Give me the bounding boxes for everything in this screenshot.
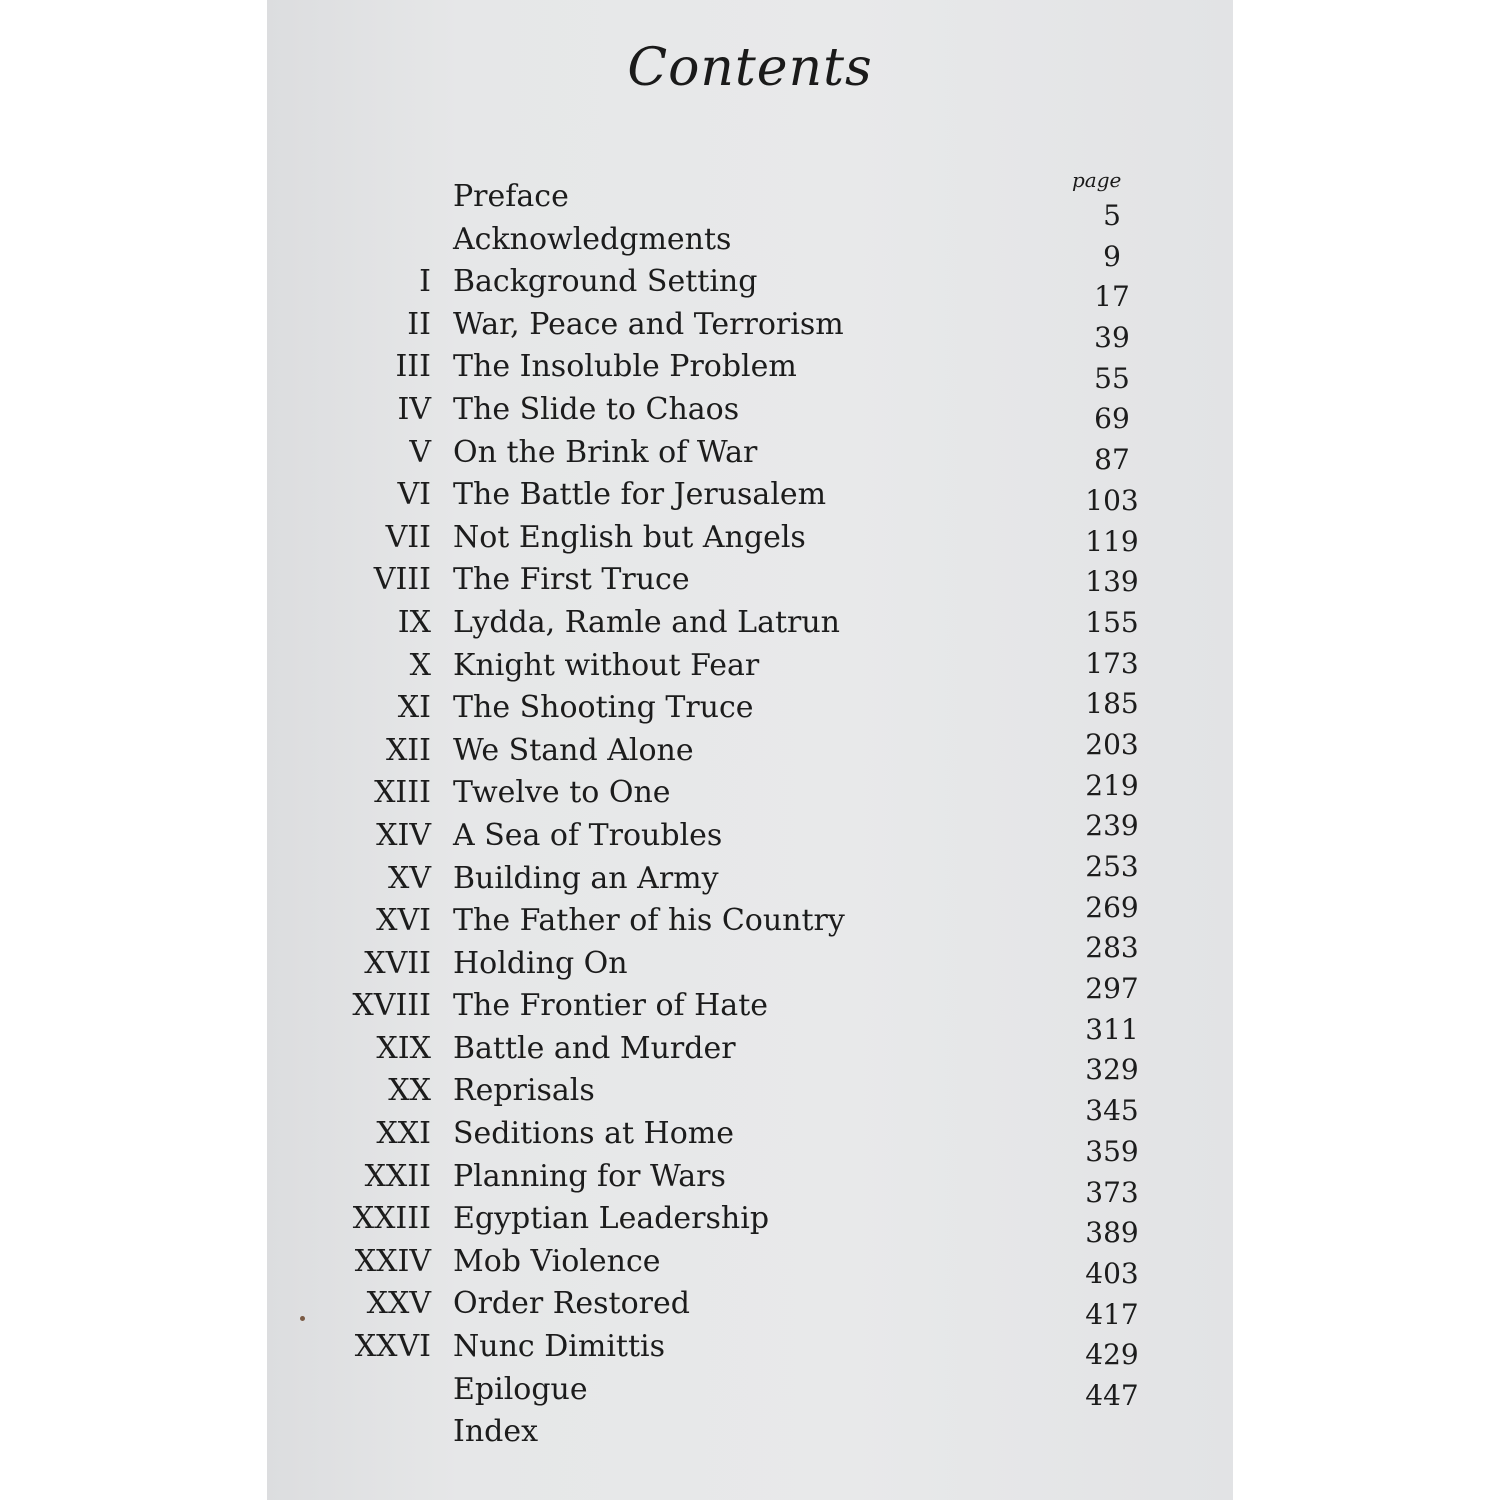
chapter-title: Egyptian Leadership (453, 1201, 770, 1237)
chapter-number: VIII (373, 562, 431, 598)
page-number: 283 (1085, 931, 1139, 965)
chapter-title: On the Brink of War (453, 434, 758, 470)
chapter-number: XIV (376, 817, 431, 853)
chapter-title: Battle and Murder (453, 1030, 736, 1066)
page-number: 429 (1085, 1338, 1139, 1372)
chapter-title: Background Setting (453, 264, 758, 300)
chapter-number: III (395, 349, 431, 385)
chapter-title: Epilogue (453, 1371, 588, 1407)
chapter-title: Index (453, 1414, 539, 1450)
chapter-number: XXII (364, 1158, 431, 1194)
chapter-title: The Insoluble Problem (453, 349, 797, 385)
page-number: 139 (1085, 565, 1139, 599)
page-number: 55 (1094, 361, 1130, 395)
chapter-title: Preface (453, 179, 569, 214)
chapter-title: The First Truce (453, 562, 690, 598)
page-number: 253 (1085, 850, 1139, 883)
page-number: 389 (1085, 1216, 1139, 1250)
chapter-title: Order Restored (453, 1286, 690, 1322)
chapter-title: The Frontier of Hate (453, 988, 768, 1024)
chapter-number: VII (385, 519, 431, 555)
page-number: 297 (1085, 972, 1139, 1006)
chapter-number: XXVI (354, 1329, 431, 1365)
page-number: 69 (1094, 402, 1130, 436)
page-number-column (1067, 196, 1157, 1417)
chapter-title: Reprisals (453, 1073, 595, 1109)
chapter-title: Knight without Fear (453, 647, 760, 683)
chapter-number: IV (397, 391, 431, 427)
chapter-number: XXIII (352, 1201, 431, 1237)
paper-speck (300, 1316, 305, 1321)
chapter-title: Nunc Dimittis (453, 1329, 666, 1365)
chapter-number: XI (397, 690, 431, 726)
chapter-number: XII (385, 732, 431, 768)
page-number: 345 (1085, 1094, 1139, 1128)
page-number: 155 (1085, 605, 1139, 639)
chapter-title: Building an Army (453, 860, 719, 896)
chapter-title: Lydda, Ramle and Latrun (453, 604, 840, 640)
page-number: 103 (1085, 483, 1139, 517)
page-number: 359 (1085, 1134, 1139, 1168)
page-number: 417 (1085, 1297, 1139, 1331)
page-number: 219 (1085, 768, 1139, 802)
chapter-title: A Sea of Troubles (453, 817, 723, 853)
chapter-number: XV (387, 860, 431, 896)
page-number: 329 (1085, 1053, 1139, 1087)
chapter-title: Not English but Angels (453, 519, 806, 555)
chapter-title: Acknowledgments (453, 221, 732, 257)
chapter-title: The Shooting Truce (453, 690, 754, 726)
chapter-title: Planning for Wars (453, 1158, 726, 1194)
page-number: 373 (1085, 1175, 1139, 1209)
page-number: 9 (1103, 239, 1121, 273)
page-number: 311 (1085, 1012, 1139, 1046)
chapter-number: XXI (376, 1116, 431, 1152)
chapter-number: XXIV (354, 1243, 431, 1279)
page-number: 119 (1085, 524, 1139, 558)
page-number: 447 (1085, 1378, 1139, 1412)
chapter-title: Mob Violence (453, 1243, 661, 1279)
page-number: 5 (1103, 199, 1121, 232)
chapter-title: The Slide to Chaos (453, 391, 740, 427)
chapter-number: XX (388, 1073, 431, 1109)
page-number: 269 (1085, 890, 1139, 924)
page-number: 203 (1085, 727, 1139, 761)
chapter-number: V (409, 434, 431, 470)
book-page (267, 0, 1233, 1500)
page-number: 239 (1085, 809, 1139, 843)
chapter-title: Holding On (453, 945, 628, 981)
chapter-title: Twelve to One (453, 775, 671, 811)
page-column-label: page (1072, 168, 1122, 192)
chapter-number: XVII (364, 945, 431, 981)
toc-entry (267, 1411, 1233, 1454)
chapter-number: XIX (376, 1030, 431, 1066)
chapter-number: IX (397, 604, 431, 640)
page-number: 173 (1085, 646, 1139, 680)
chapter-title: The Battle for Jerusalem (453, 477, 827, 513)
contents-title: Contents (627, 38, 873, 98)
page-number: 17 (1094, 280, 1130, 314)
chapter-number: X (409, 647, 431, 683)
chapter-title: Seditions at Home (453, 1116, 734, 1152)
chapter-number: VI (397, 477, 431, 513)
page-number: 39 (1094, 321, 1130, 355)
chapter-number: I (419, 264, 431, 300)
chapter-number: II (407, 306, 431, 342)
chapter-number: XVI (376, 903, 431, 939)
chapter-number: XVIII (352, 988, 431, 1024)
page-number: 403 (1085, 1256, 1139, 1290)
chapter-title: We Stand Alone (453, 732, 694, 768)
chapter-number: XIII (374, 775, 431, 811)
page-number: 87 (1094, 443, 1130, 477)
chapter-title: War, Peace and Terrorism (453, 306, 844, 342)
chapter-number: XXV (366, 1286, 431, 1322)
page-number: 185 (1085, 687, 1139, 721)
chapter-title: The Father of his Country (453, 903, 845, 939)
